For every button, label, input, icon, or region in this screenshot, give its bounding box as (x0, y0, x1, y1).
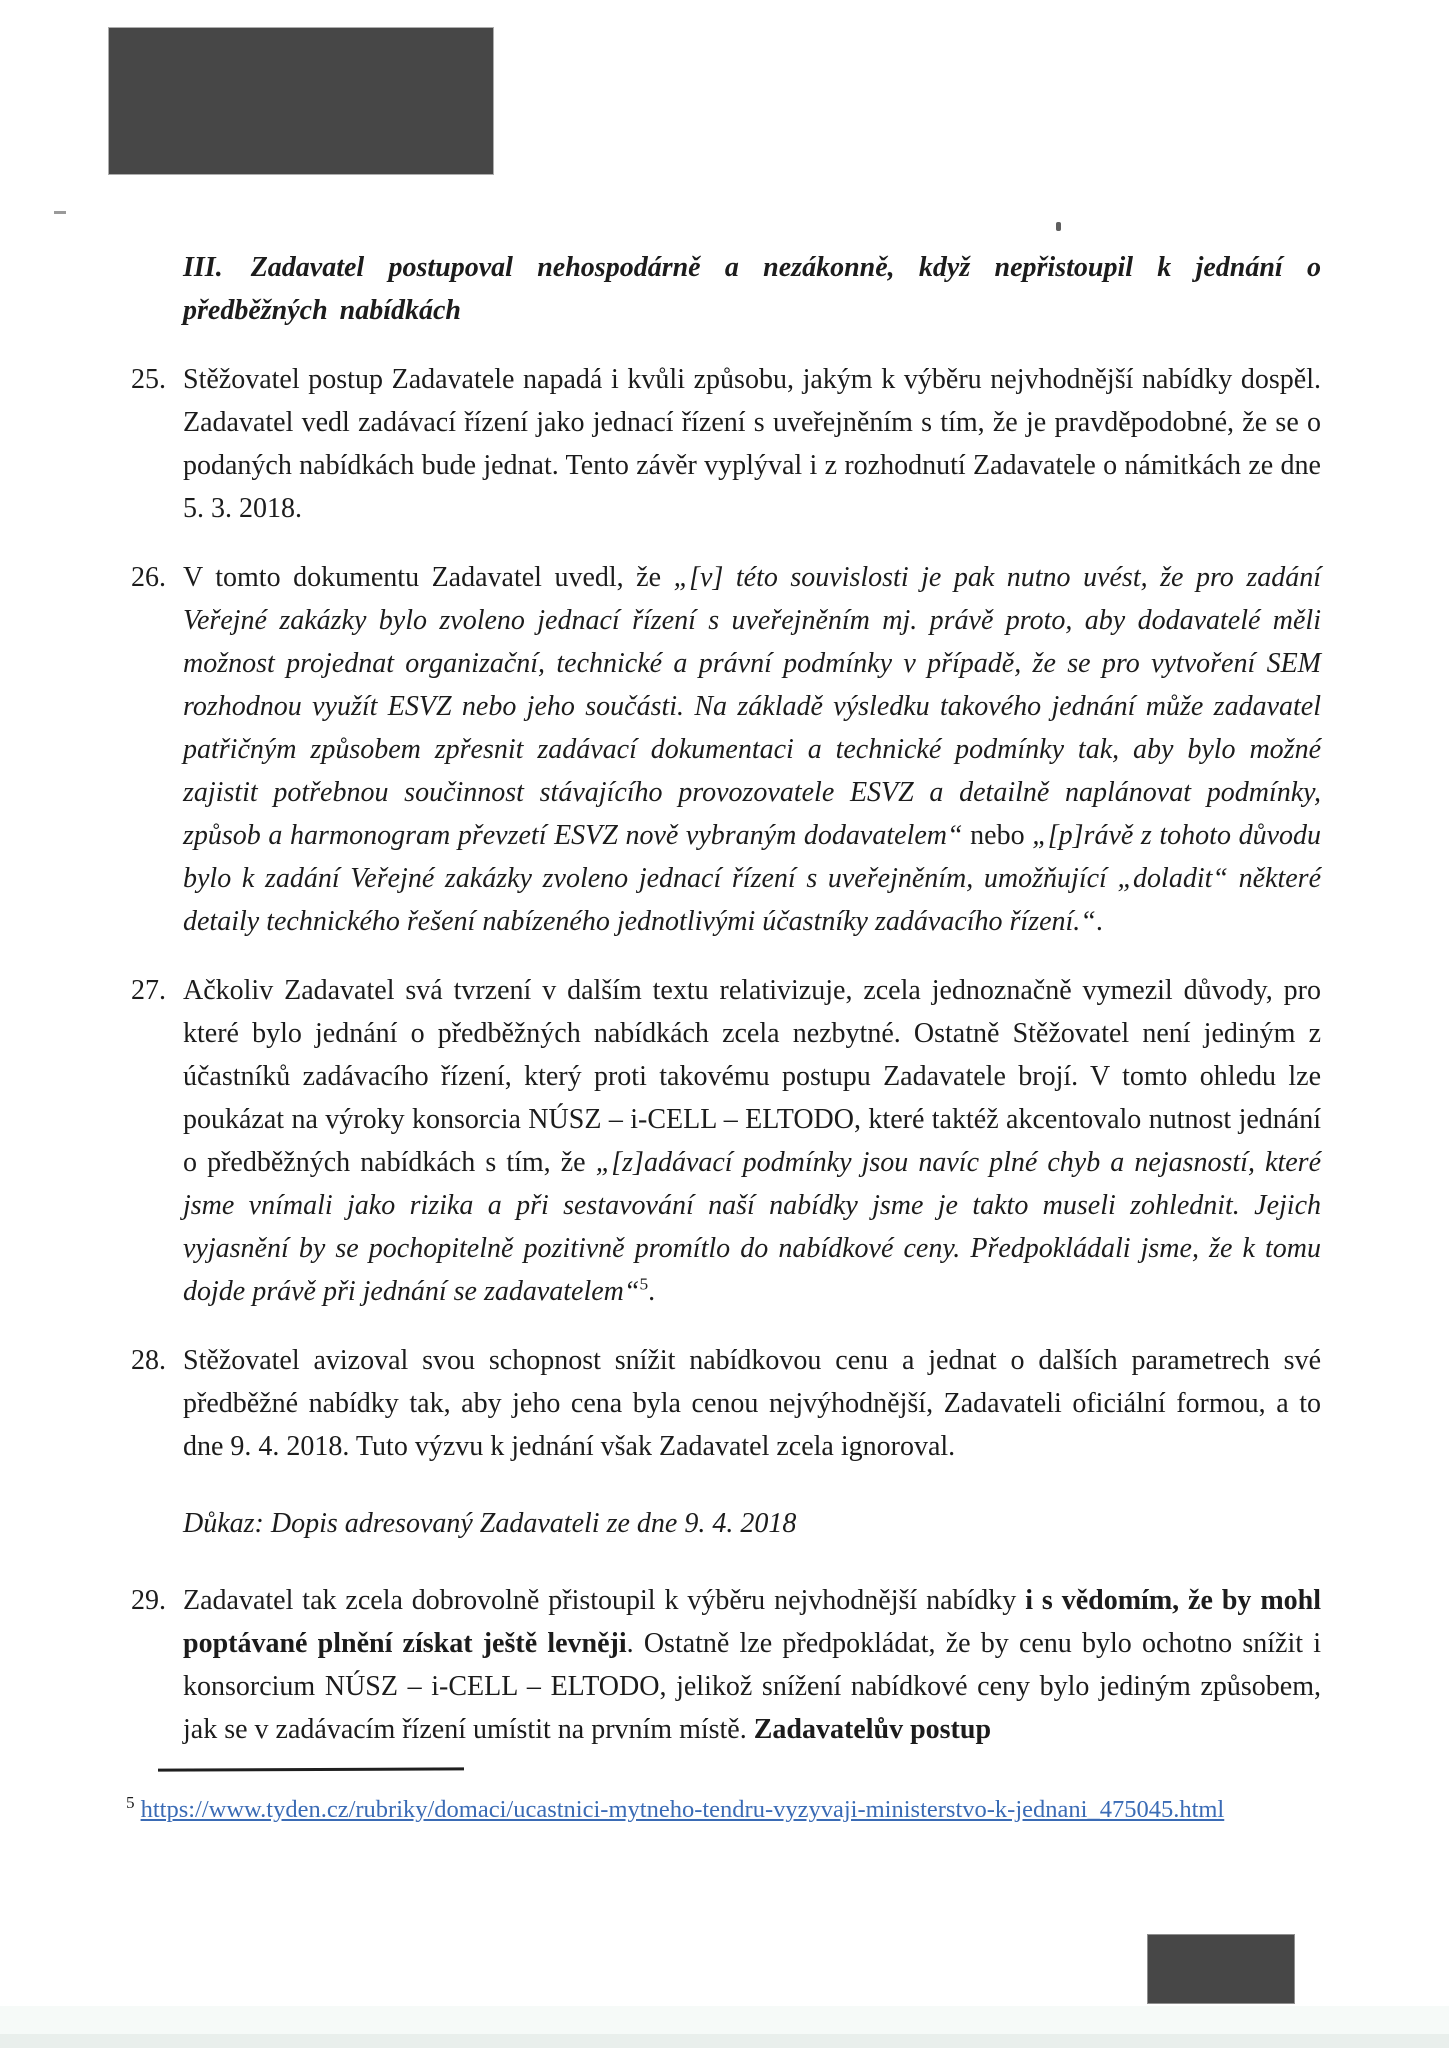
paragraph-number: 29. (131, 1585, 166, 1616)
redacted-stamp-block (1147, 1934, 1295, 2004)
paragraph-text: V tomto dokumentu Zadavatel uvedl, že „[v] této souvislosti je pak nutno uvést, že pro zadání Veřejné zakázky bylo zvoleno jednací řízení s uveřejněním mj. právě proto, aby dodavatelé měli možnost projednat organizační, technické a právní podmínky v případě, že se pro vytvoření SEM rozhodnou využít ESVZ nebo jeho součásti. Na základě výsledku takového jednání může zadavatel patřičným způsobem zpřesnit zadávací dokumentaci a technické podmínky tak, aby bylo možné zajistit potřebnou součinnost stávajícího provozovatele ESVZ a detailně naplánovat podmínky, způsob a harmonogram převzetí ESVZ nově vybraným dodavatelem“ nebo „[p]rávě z tohoto důvodu bylo k zadání Veřejné zakázky zvoleno jednací řízení s uveřejněním, umožňující „doladit“ některé detaily technického řešení nabízeného jednotlivými účastníky zadávacího řízení.“. (183, 562, 1321, 937)
paragraph-number: 25. (131, 364, 166, 395)
paragraph-text: Zadavatel tak zcela dobrovolně přistoupil k výběru nejvhodnější nabídky i s vědomím, že by mohl poptávané plnění získat ještě levněji. Ostatně lze předpokládat, že by cenu bylo ochotno snížit i konsorcium NÚSZ – i-CELL – ELTODO, jelikož snížení nabídkové ceny bylo jediným způsobem, jak se v zadávacím řízení umístit na prvním místě. Zadavatelův postup (183, 1585, 1321, 1745)
scan-artifact-dot (1056, 222, 1061, 231)
paragraph-25 (131, 358, 1321, 530)
paragraph-text: Stěžovatel postup Zadavatele napadá i kvůli způsobu, jakým k výběru nejvhodnější nabídky dospěl. Zadavatel vedl zadávací řízení jako jednací řízení s uveřejněním s tím, že je pravděpodobné, že se o podaných nabídkách bude jednat. Tento závěr vyplýval i z rozhodnutí Zadavatele o námitkách ze dne 5. 3. 2018. (183, 364, 1321, 524)
paragraph-26 (131, 556, 1321, 943)
section-heading: III. Zadavatel postupoval nehospodárně a nezákonně, když nepřistoupil k jednání o předběžných nabídkách (183, 252, 1321, 326)
paragraph-27 (131, 969, 1321, 1313)
paragraph-text: Ačkoliv Zadavatel svá tvrzení v dalším textu relativizuje, zcela jednoznačně vymezil důvody, pro které bylo jednání o předběžných nabídkách zcela nezbytné. Ostatně Stěžovatel není jediným z účastníků zadávacího řízení, který proti takovému postupu Zadavatele brojí. V tomto ohledu lze poukázat na výroky konsorcia NÚSZ – i-CELL – ELTODO, které taktéž akcentovalo nutnost jednání o předběžných nabídkách s tím, že „[z]adávací podmínky jsou navíc plné chyb a nejasností, které jsme vnímali jako rizika a při sestavování naší nabídky jsme je takto museli zohlednit. Jejich vyjasnění by se pochopitelně pozitivně promítlo do nabídkové ceny. Předpokládali jsme, že k tomu dojde právě při jednání se zadavatelem“$^5$. (183, 975, 1321, 1307)
scan-artifact-dash (54, 211, 66, 214)
redacted-header-block (108, 27, 494, 175)
paragraph-28 (131, 1339, 1321, 1468)
footnote (126, 1788, 1226, 1825)
footnote-link[interactable]: https://www.tyden.cz/rubriky/domaci/ucastnici-mytneho-tendru-vyzyvaji-ministerstvo-k-jednani_475045.html (140, 1796, 1225, 1824)
evidence-line: Důkaz: Dopis adresovaný Zadavateli ze dne 9. 4. 2018 (183, 1508, 797, 1539)
paragraph-29 (131, 1579, 1321, 1751)
paragraph-text: Stěžovatel avizoval svou schopnost snížit nabídkovou cenu a jednat o dalších parametrech své předběžné nabídky tak, aby jeho cena byla cenou nejvýhodnější, Zadavateli oficiální formou, a to dne 9. 4. 2018. Tuto výzvu k jednání však Zadavatel zcela ignoroval. (183, 1345, 1321, 1462)
footnote-marker: 5 (126, 1793, 135, 1812)
scan-edge-artifact-light (0, 2006, 1449, 2034)
scan-edge-artifact-band (0, 2034, 1449, 2048)
paragraph-number: 26. (131, 562, 166, 593)
paragraph-number: 27. (131, 975, 166, 1006)
document-body (131, 246, 1321, 1777)
paragraph-number: 28. (131, 1345, 166, 1376)
